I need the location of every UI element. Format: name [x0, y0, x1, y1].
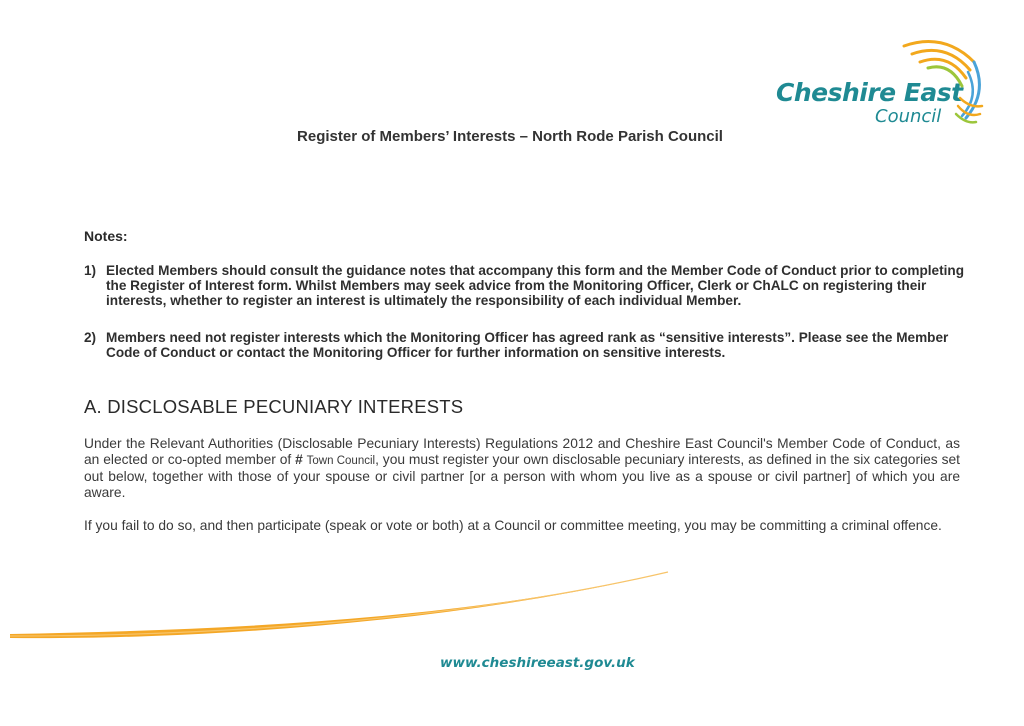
note-text: Elected Members should consult the guidance notes that accompany this form and the Member Code of Conduct prior to completing the Register of Interest form. Whilst Members may seek advice from the Monitoring Officer, Clerk or ChALC on registering their interests, whether to register an interest is ultimately the responsibility of each individual Member. [106, 263, 965, 308]
note-item [84, 330, 964, 360]
note-number: 1) [84, 263, 97, 278]
logo-sub: Council [875, 106, 942, 127]
note-item [84, 263, 964, 308]
paragraph-text: Under the Relevant Authorities (Disclosable Pecuniary Interests) Regulations 2012 and Cheshire East Council's Member Code of Conduct, as an elected or co-opted member of [84, 436, 960, 467]
placeholder-hash: # [295, 451, 307, 467]
wheat-sheaf-emblem-icon [884, 32, 984, 132]
section-heading: A. DISCLOSABLE PECUNIARY INTERESTS [84, 396, 464, 417]
paragraph-text: , you must register your own disclosable pecuniary interests, as defined in the six categories set out below, together with those of your spouse or civil partner [or a person with whom you live as a spouse or civil partner] of which you are aware. [84, 451, 960, 500]
note-text: Members need not register interests which the Monitoring Officer has agreed rank as “sensitive interests”. Please see the Member Code of Conduct or contact the Monitoring Officer for further information on sensitive interests. [106, 330, 949, 360]
decorative-swoosh [0, 560, 680, 650]
logo-name: Cheshire East [776, 78, 963, 107]
page-title: Register of Members’ Interests – North Rode Parish Council [297, 128, 723, 145]
cheshire-east-logo [776, 32, 986, 132]
notes-heading: Notes: [84, 228, 128, 244]
section-paragraph: If you fail to do so, and then participate (speak or vote or both) at a Council or committee meeting, you may be committing a criminal offence. [84, 518, 942, 533]
council-placeholder: Town Council [306, 454, 376, 467]
note-number: 2) [84, 330, 97, 345]
footer-website-link[interactable]: www.cheshireeast.gov.uk [440, 655, 635, 671]
section-paragraph [84, 436, 960, 500]
